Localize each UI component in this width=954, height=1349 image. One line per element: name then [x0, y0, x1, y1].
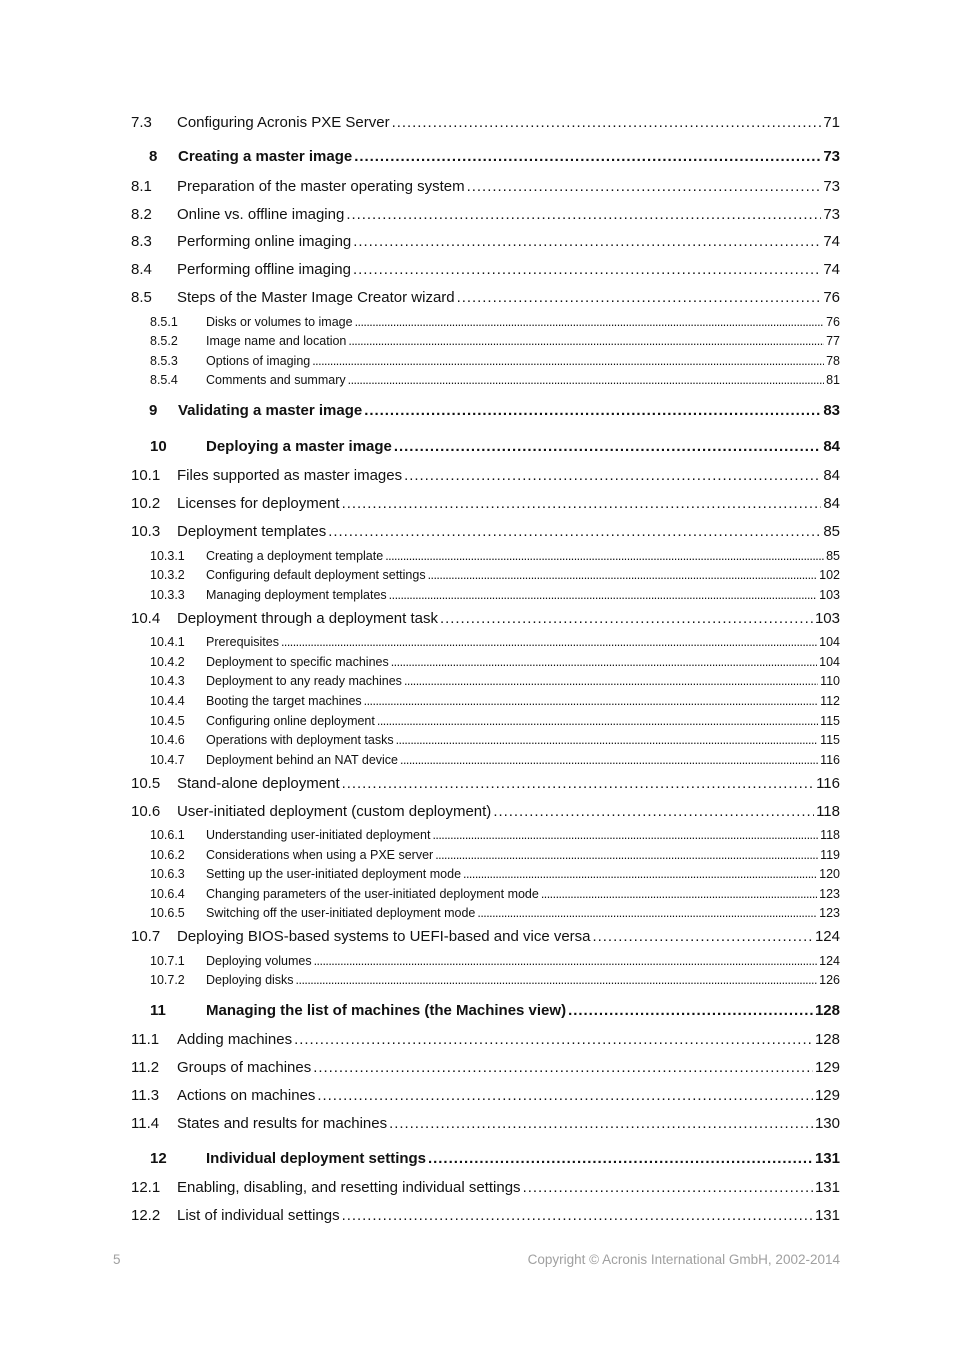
toc-entry-number: 8.3 [131, 233, 152, 250]
toc-entry[interactable] [0, 315, 954, 329]
toc-entry-title: Configuring Acronis PXE Server [177, 114, 390, 131]
toc-leader-dots [353, 233, 821, 250]
toc-entry[interactable] [0, 334, 954, 348]
toc-leader-dots [394, 438, 821, 455]
toc-entry-number: 11.4 [131, 1115, 160, 1132]
toc-entry-page: 104 [819, 655, 840, 669]
toc-entry[interactable] [0, 803, 954, 820]
toc-entry-title: Considerations when using a PXE server [206, 848, 434, 862]
toc-leader-dots [428, 568, 818, 582]
toc-entry[interactable] [0, 233, 954, 250]
toc-leader-dots [391, 655, 817, 669]
toc-entry-title: List of individual settings [177, 1207, 340, 1224]
toc-entry-title: Configuring online deployment [206, 714, 375, 728]
toc-entry-page: 118 [820, 828, 840, 842]
toc-leader-dots [314, 954, 818, 968]
toc-entry-page: 128 [814, 1031, 840, 1048]
toc-entry-number: 10.5 [131, 775, 161, 792]
toc-entry-page: 85 [823, 523, 840, 540]
toc-entry[interactable] [0, 588, 954, 602]
toc-leader-dots [432, 828, 818, 842]
toc-entry-number: 8.5.1 [150, 315, 178, 329]
toc-entry[interactable] [0, 289, 954, 306]
toc-leader-dots [467, 178, 822, 195]
toc-entry-page: 112 [820, 694, 840, 708]
toc-entry[interactable] [0, 973, 954, 987]
toc-entry-title: Deployment to any ready machines [206, 674, 402, 688]
toc-entry-title: Actions on machines [177, 1087, 316, 1104]
toc-entry-page: 123 [819, 887, 840, 901]
toc-leader-dots [523, 1179, 813, 1196]
toc-entry[interactable] [0, 1059, 954, 1076]
toc-entry-number: 10.3.3 [150, 588, 185, 602]
toc-leader-dots [342, 1207, 813, 1224]
toc-leader-dots [342, 775, 814, 792]
toc-entry-page: 74 [823, 233, 840, 250]
toc-leader-dots [457, 289, 822, 306]
toc-entry-number: 10.4.2 [150, 655, 185, 669]
toc-leader-dots [389, 1115, 813, 1132]
toc-entry[interactable] [0, 467, 954, 484]
toc-entry-title: Deploying volumes [206, 954, 312, 968]
toc-entry-page: 131 [814, 1179, 840, 1196]
toc-entry-number: 10.4 [131, 610, 161, 627]
footer-page-number: 5 [113, 1252, 121, 1267]
toc-entry-number: 10.4.4 [150, 694, 185, 708]
toc-entry-title: Deployment to specific machines [206, 655, 389, 669]
toc-entry[interactable] [0, 733, 954, 747]
toc-leader-dots [364, 402, 821, 419]
toc-leader-dots [396, 733, 818, 747]
toc-entry[interactable] [0, 674, 954, 688]
toc-entry-number: 10.4.6 [150, 733, 185, 747]
toc-entry[interactable] [0, 402, 954, 419]
toc-entry-page: 74 [823, 261, 840, 278]
toc-entry-number: 10.4.3 [150, 674, 185, 688]
toc-entry-page: 76 [826, 315, 840, 329]
toc-entry-page: 130 [814, 1115, 840, 1132]
toc-entry-title: Files supported as master images [177, 467, 403, 484]
toc-entry-page: 78 [826, 354, 840, 368]
toc-entry-title: Deployment behind an NAT device [206, 753, 399, 767]
toc-entry[interactable] [0, 178, 954, 195]
toc-entry-page: 116 [820, 753, 840, 767]
toc-entry-title: Validating a master image [178, 402, 363, 419]
toc-entry-page: 84 [823, 467, 840, 484]
toc-entry[interactable] [0, 954, 954, 968]
toc-leader-dots [328, 523, 821, 540]
toc-entry-page: 76 [823, 289, 840, 306]
toc-entry-page: 123 [819, 906, 840, 920]
toc-entry[interactable] [0, 523, 954, 540]
toc-entry[interactable] [0, 568, 954, 582]
toc-entry-title: Comments and summary [206, 373, 346, 387]
toc-leader-dots [463, 867, 817, 881]
toc-leader-dots [312, 354, 824, 368]
toc-entry-number: 10.3.2 [150, 568, 185, 582]
toc-entry-title: Deploying disks [206, 973, 294, 987]
toc-entry[interactable] [0, 1031, 954, 1048]
toc-entry[interactable] [0, 1207, 954, 1224]
toc-entry-page: 73 [823, 178, 840, 195]
toc-leader-dots [389, 588, 817, 602]
toc-entry-number: 12.1 [131, 1179, 161, 1196]
toc-entry-number: 8.5 [131, 289, 152, 306]
toc-entry-number: 10.7.1 [150, 954, 185, 968]
toc-entry-page: 104 [819, 635, 840, 649]
toc-entry-title: Stand-alone deployment [177, 775, 340, 792]
toc-entry-page: 84 [823, 495, 840, 512]
toc-entry-title: Understanding user-initiated deployment [206, 828, 431, 842]
toc-entry-page: 77 [826, 334, 840, 348]
toc-entry-page: 102 [819, 568, 840, 582]
toc-entry-page: 103 [819, 588, 840, 602]
toc-entry-title: Creating a deployment template [206, 549, 384, 563]
toc-leader-dots [348, 373, 824, 387]
toc-entry-number: 8.5.2 [150, 334, 178, 348]
toc-entry-title: Groups of machines [177, 1059, 312, 1076]
toc-leader-dots [428, 1150, 813, 1167]
toc-entry-page: 129 [814, 1087, 840, 1104]
toc-leader-dots [354, 148, 821, 165]
toc-entry[interactable] [0, 373, 954, 387]
toc-entry-title: Deployment templates [177, 523, 327, 540]
toc-entry-number: 10.6.3 [150, 867, 185, 881]
toc-entry[interactable] [0, 635, 954, 649]
toc-entry-title: Creating a master image [178, 148, 353, 165]
toc-leader-dots [348, 334, 824, 348]
toc-entry-title: Managing the list of machines (the Machines view) [206, 1002, 567, 1019]
toc-entry-title: Switching off the user-initiated deployment mode [206, 906, 476, 920]
toc-entry[interactable] [0, 114, 954, 131]
toc-entry[interactable] [0, 1179, 954, 1196]
toc-entry[interactable] [0, 495, 954, 512]
toc-entry-page: 73 [823, 206, 840, 223]
toc-entry[interactable] [0, 1150, 954, 1167]
toc-entry-page: 124 [814, 928, 840, 945]
toc-entry[interactable] [0, 206, 954, 223]
toc-entry-page: 103 [814, 610, 840, 627]
toc-entry-page: 115 [820, 733, 840, 747]
toc-entry[interactable] [0, 714, 954, 728]
toc-entry-title: Managing deployment templates [206, 588, 387, 602]
toc-entry-number: 10.4.1 [150, 635, 185, 649]
toc-leader-dots [364, 694, 818, 708]
toc-entry[interactable] [0, 1002, 954, 1019]
toc-entry-page: 131 [814, 1207, 840, 1224]
toc-entry-title: User-initiated deployment (custom deployment) [177, 803, 492, 820]
toc-entry-title: Individual deployment settings [206, 1150, 427, 1167]
toc-entry[interactable] [0, 906, 954, 920]
footer-copyright: Copyright © Acronis International GmbH, 2002-2014 [527, 1252, 840, 1267]
toc-entry[interactable] [0, 848, 954, 862]
toc-entry-page: 120 [819, 867, 840, 881]
toc-entry[interactable] [0, 438, 954, 455]
toc-entry-number: 12.2 [131, 1207, 161, 1224]
toc-entry-page: 84 [823, 438, 840, 455]
toc-entry-title: Setting up the user-initiated deployment mode [206, 867, 462, 881]
toc-leader-dots [404, 674, 818, 688]
toc-entry-title: Image name and location [206, 334, 347, 348]
toc-leader-dots [477, 906, 817, 920]
toc-entry-title: Online vs. offline imaging [177, 206, 345, 223]
toc-leader-dots [296, 973, 818, 987]
toc-leader-dots [355, 315, 825, 329]
toc-entry-page: 116 [816, 775, 840, 792]
toc-leader-dots [377, 714, 818, 728]
toc-entry-title: Performing online imaging [177, 233, 352, 250]
toc-entry[interactable] [0, 775, 954, 792]
toc-entry-title: Preparation of the master operating system [177, 178, 465, 195]
toc-entry-number: 11.1 [131, 1031, 160, 1048]
toc-entry-number: 10 [150, 438, 167, 455]
toc-entry-page: 81 [826, 373, 840, 387]
toc-entry-title: Deploying BIOS-based systems to UEFI-based and vice versa [177, 928, 591, 945]
toc-entry[interactable] [0, 928, 954, 945]
toc-leader-dots [440, 610, 813, 627]
toc-entry-title: Steps of the Master Image Creator wizard [177, 289, 455, 306]
toc-entry[interactable] [0, 1115, 954, 1132]
toc-leader-dots [404, 467, 821, 484]
toc-leader-dots [593, 928, 813, 945]
toc-entry-number: 12 [150, 1150, 167, 1167]
toc-entry-page: 85 [826, 549, 840, 563]
toc-entry-title: Disks or volumes to image [206, 315, 353, 329]
toc-leader-dots [385, 549, 824, 563]
toc-entry-number: 9 [149, 402, 158, 419]
toc-leader-dots [435, 848, 818, 862]
toc-entry-number: 8 [149, 148, 158, 165]
toc-entry[interactable] [0, 828, 954, 842]
toc-entry[interactable] [0, 148, 954, 165]
toc-entry-number: 10.3 [131, 523, 161, 540]
toc-leader-dots [317, 1087, 813, 1104]
toc-entry-title: Licenses for deployment [177, 495, 340, 512]
toc-entry-page: 71 [823, 114, 840, 131]
toc-entry-title: Enabling, disabling, and resetting individual settings [177, 1179, 521, 1196]
toc-entry-number: 10.6.5 [150, 906, 185, 920]
toc-entry[interactable] [0, 261, 954, 278]
toc-entry[interactable] [0, 610, 954, 627]
toc-entry-number: 11 [150, 1002, 166, 1019]
toc-entry-page: 119 [820, 848, 840, 862]
toc-entry-page: 124 [819, 954, 840, 968]
toc-entry-number: 7.3 [131, 114, 152, 131]
toc-entry-number: 10.3.1 [150, 549, 185, 563]
toc-leader-dots [313, 1059, 813, 1076]
toc-entry-title: Options of imaging [206, 354, 311, 368]
toc-entry[interactable] [0, 354, 954, 368]
toc-entry-page: 129 [814, 1059, 840, 1076]
toc-entry-number: 11.3 [131, 1087, 160, 1104]
toc-leader-dots [392, 114, 822, 131]
toc-entry-number: 10.6 [131, 803, 161, 820]
toc-entry-number: 10.6.1 [150, 828, 185, 842]
toc-entry-number: 8.5.4 [150, 373, 178, 387]
toc-entry-title: Deploying a master image [206, 438, 392, 455]
toc-entry-page: 128 [814, 1002, 840, 1019]
toc-entry-page: 83 [823, 402, 840, 419]
toc-leader-dots [353, 261, 821, 278]
toc-entry-number: 11.2 [131, 1059, 160, 1076]
toc-entry-title: States and results for machines [177, 1115, 388, 1132]
toc-entry-page: 131 [814, 1150, 840, 1167]
toc-entry-title: Prerequisites [206, 635, 279, 649]
toc-entry-number: 10.6.2 [150, 848, 185, 862]
toc-entry-title: Deployment through a deployment task [177, 610, 438, 627]
toc-entry[interactable] [0, 694, 954, 708]
toc-entry[interactable] [0, 549, 954, 563]
toc-entry-number: 8.1 [131, 178, 152, 195]
toc-entry-title: Configuring default deployment settings [206, 568, 426, 582]
toc-entry[interactable] [0, 655, 954, 669]
toc-entry-number: 8.5.3 [150, 354, 178, 368]
toc-leader-dots [493, 803, 814, 820]
toc-entry-page: 126 [819, 973, 840, 987]
toc-entry[interactable] [0, 753, 954, 767]
toc-leader-dots [568, 1002, 813, 1019]
toc-entry-title: Booting the target machines [206, 694, 362, 708]
toc-entry-number: 10.4.5 [150, 714, 185, 728]
toc-entry-number: 8.4 [131, 261, 152, 278]
toc-entry[interactable] [0, 867, 954, 881]
toc-leader-dots [342, 495, 822, 512]
toc-entry-page: 110 [820, 674, 840, 688]
toc-entry-number: 10.7 [131, 928, 161, 945]
toc-entry[interactable] [0, 1087, 954, 1104]
toc-entry-page: 73 [823, 148, 840, 165]
toc-entry-title: Operations with deployment tasks [206, 733, 394, 747]
toc-entry-page: 118 [816, 803, 840, 820]
toc-entry-number: 10.2 [131, 495, 161, 512]
toc-entry-number: 10.6.4 [150, 887, 185, 901]
toc-entry-page: 115 [820, 714, 840, 728]
toc-entry-number: 10.1 [131, 467, 161, 484]
toc-entry-number: 10.7.2 [150, 973, 185, 987]
toc-entry-number: 8.2 [131, 206, 152, 223]
toc-leader-dots [294, 1031, 813, 1048]
toc-leader-dots [400, 753, 818, 767]
toc-leader-dots [346, 206, 821, 223]
toc-entry-title: Performing offline imaging [177, 261, 351, 278]
toc-entry-title: Adding machines [177, 1031, 293, 1048]
toc-leader-dots [281, 635, 817, 649]
toc-entry-title: Changing parameters of the user-initiated deployment mode [206, 887, 539, 901]
toc-entry-number: 10.4.7 [150, 753, 185, 767]
toc-entry[interactable] [0, 887, 954, 901]
toc-leader-dots [541, 887, 817, 901]
